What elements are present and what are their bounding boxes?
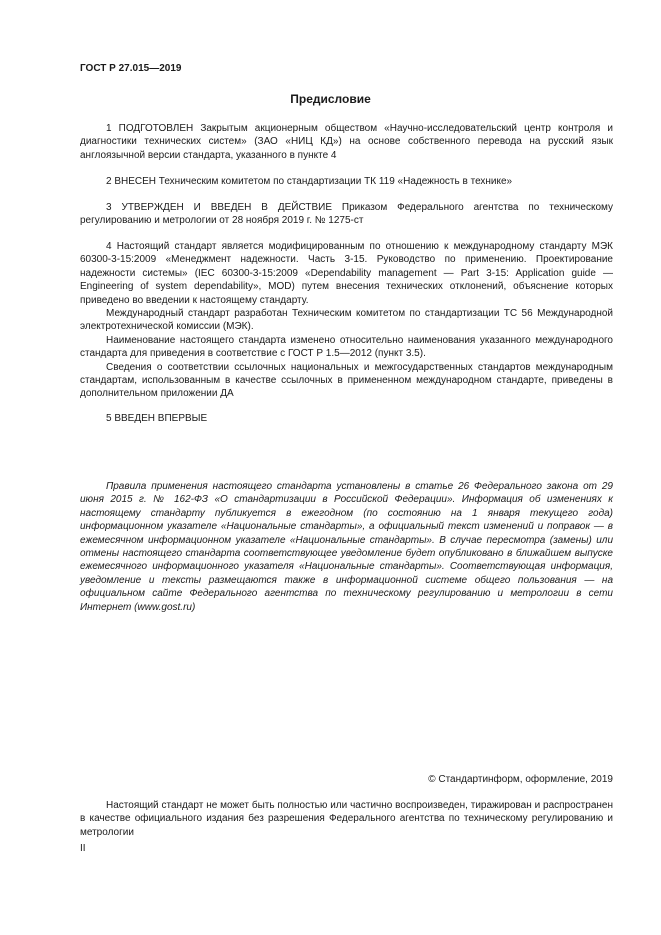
application-rules-notice [80, 480, 613, 614]
page-title: Предисловие [290, 92, 371, 106]
section-3 [80, 201, 613, 228]
standard-code-header: ГОСТ Р 27.015—2019 [80, 63, 182, 74]
reproduction-notice [80, 799, 613, 839]
section-2 [80, 175, 613, 188]
section-5 [80, 412, 613, 425]
section-2-text: 2 ВНЕСЕН Техническим комитетом по стандартизации ТК 119 «Надежность в технике» [106, 176, 513, 187]
section-4-paragraph-2: Международный стандарт разработан Техническим комитетом по стандартизации ТС 56 Международной электротехнической комиссии (МЭК). [80, 308, 613, 333]
section-1 [80, 122, 613, 162]
reproduction-text: Настоящий стандарт не может быть полностью или частично воспроизведен, тиражирован и распространен в качестве официального издания без разрешения Федерального агентства по техническому регулированию и метрологии [80, 800, 613, 838]
section-5-text: 5 ВВЕДЕН ВПЕРВЫЕ [106, 413, 208, 424]
section-4 [80, 240, 613, 401]
section-3-text: 3 УТВЕРЖДЕН И ВВЕДЕН В ДЕЙСТВИЕ Приказом Федерального агентства по техническому регулированию и метрологии от 28 ноября 2019 г. № 1275-ст [80, 202, 613, 227]
section-4-paragraph-4: Сведения о соответствии ссылочных национальных и межгосударственных стандартов международным стандартам, использованным в качестве ссылочных в примененном международном стандарте, приведены в дополнительном приложении ДА [80, 361, 613, 400]
section-1-text: 1 ПОДГОТОВЛЕН Закрытым акционерным обществом «Научно-исследовательский центр контроля и диагностики технических систем» (ЗАО «НИЦ КД») на основе собственного перевода на русский язык англоязычной версии стандарта, указанного в пункте 4 [80, 123, 613, 161]
section-4-paragraph-1: 4 Настоящий стандарт является модифицированным по отношению к международному стандарту МЭК 60300-3-15:2009 «Менеджмент надежности. Часть 3-15. Руководство по применению. Проектирование надежности системы» (IEC 60300-3-15:2009 «Dependability management — Part 3-15: Application guide — Engineering of system dependability», MOD) путем внесения технических отклонений, объяснение которых приведено во введении к настоящему стандарту. [80, 241, 613, 306]
page-number: II [80, 843, 86, 854]
copyright-line: © Стандартинформ, оформление, 2019 [428, 774, 613, 785]
notice-text: Правила применения настоящего стандарта установлены в статье 26 Федерального закона от 29 июня 2015 г. № 162-ФЗ «О стандартизации в Российской Федерации». Информация об изменениях к настоящему стандарту публикуется в ежегодном (по состоянию на 1 января текущего года) информационном указателе «Национальные стандарты», а официальный текст изменений и поправок — в ежемесячном информационном указателе «Национальные стандарты». В случае пересмотра (замены) или отмены настоящего стандарта соответствующее уведомление будет опубликовано в ближайшем выпуске ежемесячного информационного указателя «Национальные стандарты». Соответствующая информация, уведомление и тексты размещаются также в информационной системе общего пользования — на официальном сайте Федерального агентства по техническому регулированию и метрологии в сети Интернет (www.gost.ru) [80, 481, 613, 613]
section-4-paragraph-3: Наименование настоящего стандарта изменено относительно наименования указанного международного стандарта для приведения в соответствие с ГОСТ Р 1.5—2012 (пункт 3.5). [80, 334, 613, 360]
